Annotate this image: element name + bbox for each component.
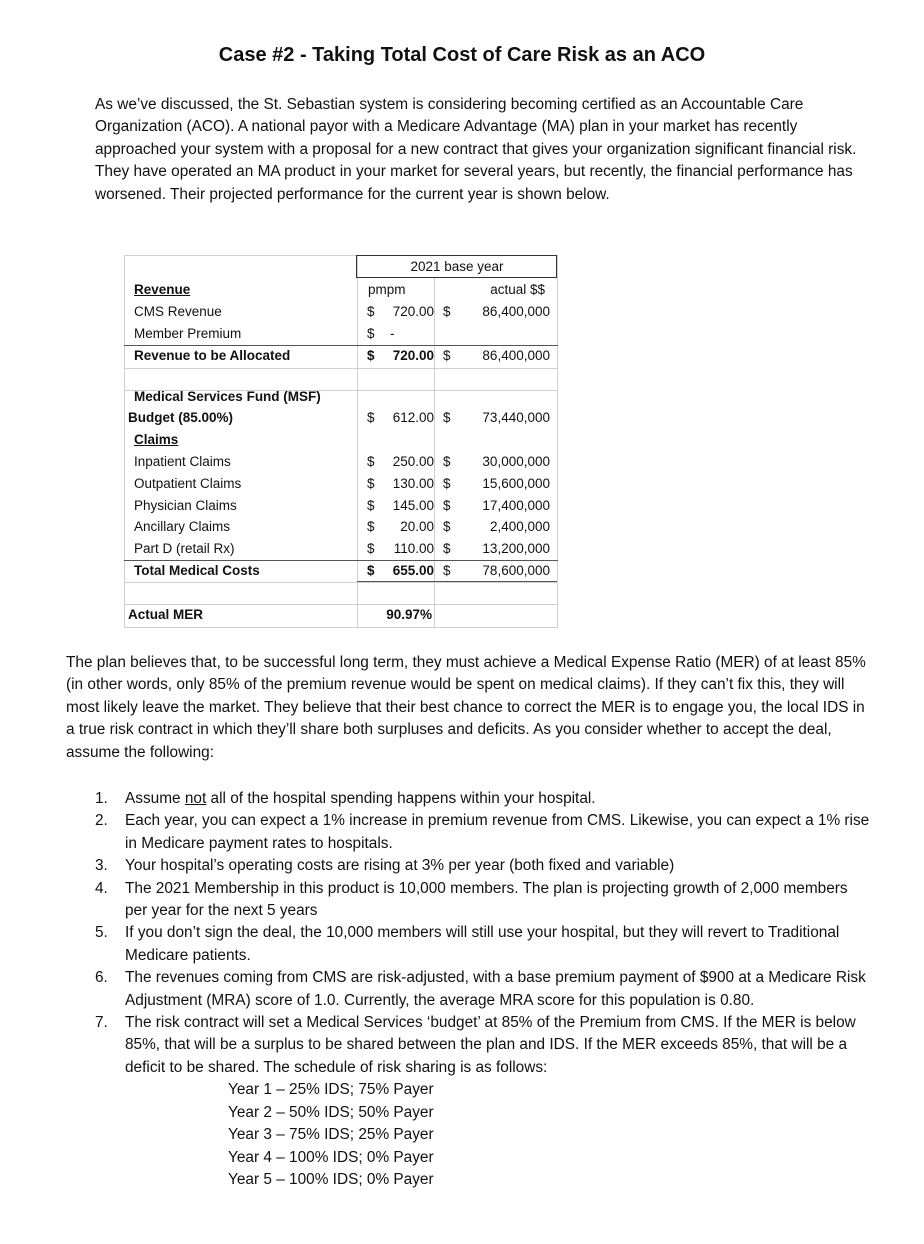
grid-line <box>124 560 558 561</box>
currency-symbol: $ <box>367 410 375 425</box>
grid-line <box>434 277 435 627</box>
item1-not: not <box>184 790 207 807</box>
member-premium-label: Member Premium <box>134 326 242 341</box>
grid-line <box>124 582 558 583</box>
currency-symbol: $ <box>367 348 375 363</box>
col-pmpm-header: pmpm <box>368 282 406 297</box>
currency-symbol: $ <box>367 454 375 469</box>
item3-text: Your hospital’s operating costs are rising at 3% per year (both fixed and variable) <box>125 857 675 875</box>
currency-symbol: $ <box>367 326 375 341</box>
year-header: 2021 base year <box>410 259 504 274</box>
currency-symbol: $ <box>367 541 375 556</box>
item7-text: The risk contract will set a Medical Services ‘budget’ at 85% of the Premium from CMS. If the MER is below 85%, that will be a surplus to be shared between the plan and IDS. If the MER exceeds 85%, that will be a deficit to be shared. The schedule of risk sharing is as follows: <box>125 1014 856 1076</box>
cms-revenue-pmpm: 720.00 <box>392 304 434 319</box>
currency-symbol: $ <box>367 476 375 491</box>
grid-line <box>557 255 558 627</box>
msf-label: Medical Services Fund (MSF) <box>134 389 321 404</box>
physician-pmpm: 145.00 <box>392 498 434 513</box>
currency-symbol: $ <box>443 304 451 319</box>
list-item <box>82 810 872 855</box>
item4-text: The 2021 Membership in this product is 10,000 members. The plan is projecting growth of 2,000 members per year for the next 5 years <box>125 879 848 920</box>
inpatient-pmpm: 250.00 <box>392 454 434 469</box>
risk-schedule <box>125 1079 872 1191</box>
list-number: 7. <box>95 1014 108 1032</box>
inpatient-actual: 30,000,000 <box>482 454 550 469</box>
currency-symbol: $ <box>367 304 375 319</box>
msf-budget-label: Budget (85.00%) <box>128 410 234 425</box>
grid-line <box>357 255 358 627</box>
currency-symbol: $ <box>443 498 451 513</box>
grid-line <box>124 368 558 369</box>
revenue-heading: Revenue <box>134 282 191 297</box>
list-number: 2. <box>95 812 108 830</box>
list-number: 3. <box>95 857 108 875</box>
item6-text: The revenues coming from CMS are risk-adjusted, with a base premium payment of $900 at a Medicare Risk Adjustment (MRA) score of 1.0. Currently, the average MRA score for this population is 0.80. <box>125 969 866 1009</box>
assumptions-paragraph: The plan believes that, to be successful long term, they must achieve a Medical Expense Ratio (MER) of at least 85% (in other words, only 85% of the premium revenue would be spent on medical claims). If they can’t fix this, they will most likely leave the market. They believe that their best chance to correct the MER is to engage you, the local IDS in a true risk contract in which they’ll share both surpluses and deficits. As you consider whether to accept the deal, assume the following: <box>66 654 866 761</box>
revenue-allocated-actual: 86,400,000 <box>482 348 550 363</box>
revenue-allocated-label: Revenue to be Allocated <box>134 348 291 363</box>
currency-symbol: $ <box>367 519 375 534</box>
list-item <box>82 922 872 967</box>
schedule-year-3: Year 3 – 75% IDS; 25% Payer <box>228 1126 434 1144</box>
actual-mer-value: 90.97% <box>386 607 432 622</box>
currency-symbol: $ <box>443 454 451 469</box>
schedule-year-1: Year 1 – 25% IDS; 75% Payer <box>228 1081 434 1099</box>
partd-actual: 13,200,000 <box>482 541 550 556</box>
list-item <box>82 967 872 1012</box>
currency-symbol: $ <box>367 563 375 578</box>
physician-label: Physician Claims <box>134 498 237 513</box>
item1-text: Assume <box>125 790 185 807</box>
member-premium-pmpm: - <box>390 326 395 341</box>
revenue-allocated-pmpm: 720.00 <box>392 348 434 363</box>
inpatient-label: Inpatient Claims <box>134 454 231 469</box>
currency-symbol: $ <box>443 410 451 425</box>
schedule-year-2: Year 2 – 50% IDS; 50% Payer <box>228 1103 434 1121</box>
msf-budget-pmpm: 612.00 <box>392 410 434 425</box>
total-medical-pmpm: 655.00 <box>392 563 434 578</box>
list-item <box>82 855 872 877</box>
list-item <box>82 788 872 810</box>
ancillary-pmpm: 20.00 <box>400 519 434 534</box>
assumptions-list <box>82 788 872 1191</box>
actual-mer-label: Actual MER <box>128 607 204 622</box>
currency-symbol: $ <box>443 519 451 534</box>
total-medical-label: Total Medical Costs <box>134 563 260 578</box>
list-number: 4. <box>95 879 108 897</box>
outpatient-pmpm: 130.00 <box>392 476 434 491</box>
grid-line <box>124 345 558 346</box>
item5-text: If you don’t sign the deal, the 10,000 members will still use your hospital, but they will revert to Traditional Medicare patients. <box>125 924 840 964</box>
partd-label: Part D (retail Rx) <box>134 541 235 556</box>
msf-budget-actual: 73,440,000 <box>482 410 550 425</box>
ancillary-label: Ancillary Claims <box>134 519 231 534</box>
ancillary-actual: 2,400,000 <box>489 519 550 534</box>
schedule-year-4: Year 4 – 100% IDS; 0% Payer <box>228 1148 434 1166</box>
total-medical-actual: 78,600,000 <box>482 563 550 578</box>
list-number: 6. <box>95 969 108 987</box>
outpatient-label: Outpatient Claims <box>134 476 242 491</box>
col-actual-header: actual $$ <box>490 282 545 297</box>
grid-line <box>357 581 557 582</box>
grid-line <box>124 627 558 628</box>
item2-text: Each year, you can expect a 1% increase in premium revenue from CMS. Likewise, you can expect a 1% rise in Medicare payment rates to hospitals. <box>125 812 870 852</box>
cms-revenue-actual: 86,400,000 <box>482 304 550 319</box>
list-number: 5. <box>95 924 108 942</box>
physician-actual: 17,400,000 <box>482 498 550 513</box>
list-item <box>82 878 872 923</box>
claims-heading: Claims <box>134 432 179 447</box>
list-item <box>82 1012 872 1191</box>
intro-paragraph: As we’ve discussed, the St. Sebastian system is considering becoming certified as an Accountable Care Organization (ACO). A national payor with a Medicare Advantage (MA) plan in your market has recently approached your system with a proposal for a new contract that gives your organization significant financial risk. They have operated an MA product in your market for several years, but recently, the financial performance has worsened. Their projected performance for the current year is shown below. <box>95 96 857 203</box>
currency-symbol: $ <box>443 348 451 363</box>
financial-table <box>124 255 558 627</box>
currency-symbol: $ <box>443 541 451 556</box>
grid-line <box>124 255 125 627</box>
grid-line <box>124 604 558 605</box>
cms-revenue-label: CMS Revenue <box>134 304 222 319</box>
list-number: 1. <box>95 790 108 807</box>
item1-text-end: all of the hospital spending happens within your hospital. <box>206 790 596 807</box>
currency-symbol: $ <box>443 476 451 491</box>
partd-pmpm: 110.00 <box>393 541 434 556</box>
outpatient-actual: 15,600,000 <box>482 476 550 491</box>
schedule-year-5: Year 5 – 100% IDS; 0% Payer <box>228 1170 434 1188</box>
currency-symbol: $ <box>367 498 375 513</box>
currency-symbol: $ <box>443 563 451 578</box>
page-title: Case #2 - Taking Total Cost of Care Risk as an ACO <box>218 44 706 66</box>
